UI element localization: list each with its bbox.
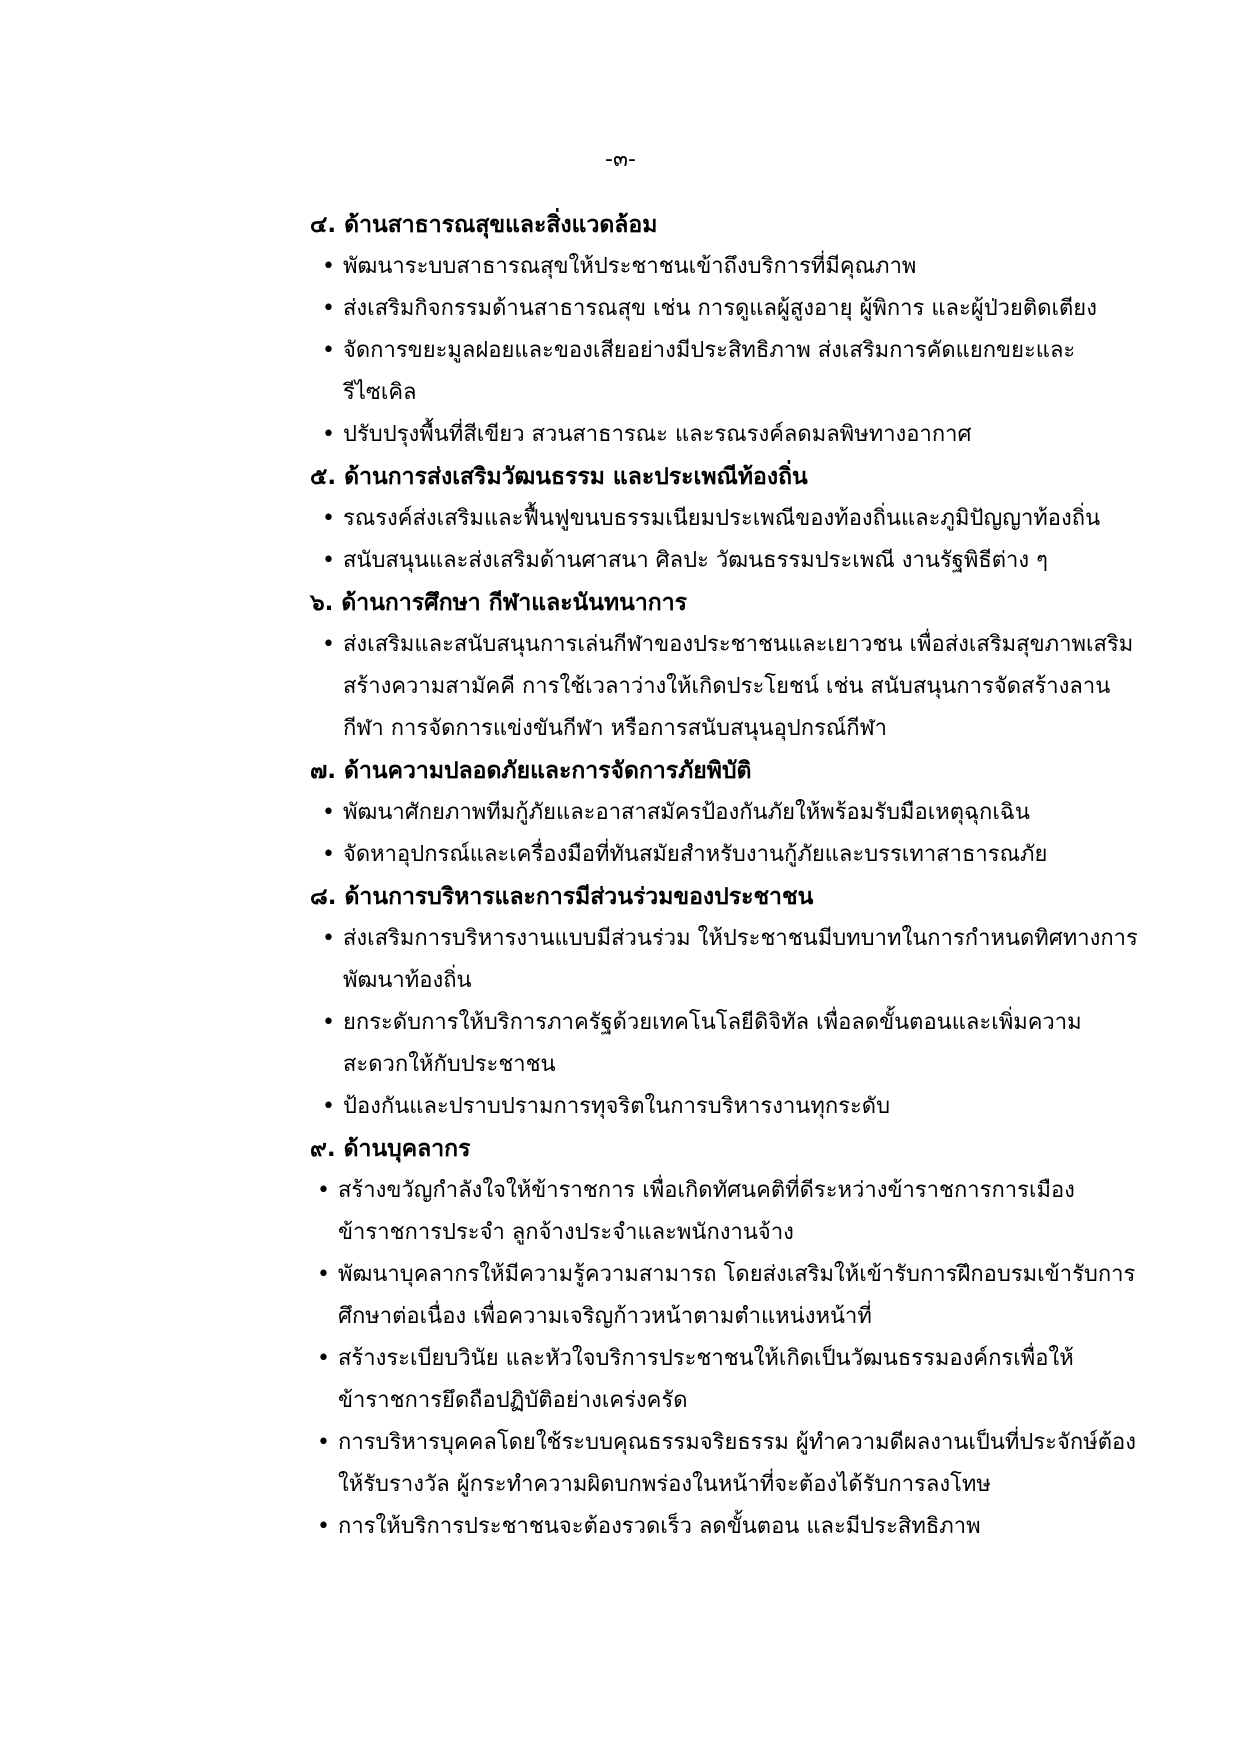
- bullet-list: [310, 498, 1140, 582]
- section-heading: ๗. ด้านความปลอดภัยและการจัดการภัยพิบัติ: [310, 758, 752, 784]
- section-culture: [310, 456, 1140, 582]
- section-safety-disaster: [310, 750, 1140, 876]
- section-heading: ๕. ด้านการส่งเสริมวัฒนธรรม และประเพณีท้องถิ่น: [310, 464, 808, 490]
- bullet-item: • ส่งเสริมการบริหารงานแบบมีส่วนร่วม ให้ประชาชนมีบทบาทในการกำหนดทิศทางการพัฒนาท้องถิ่น: [318, 918, 1140, 1002]
- bullet-list: [310, 792, 1140, 876]
- bullet-list: [310, 918, 1140, 1128]
- bullet-list: [310, 246, 1140, 456]
- bullet-item: • ป้องกันและปราบปรามการทุจริตในการบริหารงานทุกระดับ: [318, 1086, 1140, 1128]
- section-heading: ๔. ด้านสาธารณสุขและสิ่งแวดล้อม: [310, 212, 658, 238]
- bullet-list: [310, 624, 1140, 750]
- bullet-item: • ยกระดับการให้บริการภาครัฐด้วยเทคโนโลยีดิจิทัล เพื่อลดขั้นตอนและเพิ่มความสะดวกให้กับประชาชน: [318, 1002, 1140, 1086]
- section-public-health: [310, 204, 1140, 456]
- bullet-item: • พัฒนาบุคลากรให้มีความรู้ความสามารถ โดยส่งเสริมให้เข้ารับการฝึกอบรมเข้ารับการศึกษาต่อเนื่อง เพื่อความเจริญก้าวหน้าตามตำแหน่งหน้าที่: [313, 1254, 1140, 1338]
- bullet-item: • สร้างขวัญกำลังใจให้ข้าราชการ เพื่อเกิดทัศนคติที่ดีระหว่างข้าราชการการเมืองข้าราชการประจำ ลูกจ้างประจำและพนักงานจ้าง: [313, 1170, 1140, 1254]
- section-heading: ๙. ด้านบุคลากร: [310, 1136, 471, 1162]
- bullet-item: • จัดหาอุปกรณ์และเครื่องมือที่ทันสมัยสำหรับงานกู้ภัยและบรรเทาสาธารณภัย: [318, 834, 1140, 876]
- bullet-item: • พัฒนาศักยภาพทีมกู้ภัยและอาสาสมัครป้องกันภัยให้พร้อมรับมือเหตุฉุกเฉิน: [318, 792, 1140, 834]
- bullet-item: • ส่งเสริมกิจกรรมด้านสาธารณสุข เช่น การดูแลผู้สูงอายุ ผู้พิการ และผู้ป่วยติดเตียง: [318, 288, 1140, 330]
- bullet-item: • ส่งเสริมและสนับสนุนการเล่นกีฬาของประชาชนและเยาวชน เพื่อส่งเสริมสุขภาพเสริมสร้างความสามัคคี การใช้เวลาว่างให้เกิดประโยชน์ เช่น สนับสนุนการจัดสร้างลานกีฬา การจัดการแข่งขันกีฬา หรือการสนับสนุนอุปกรณ์กีฬา: [318, 624, 1140, 750]
- bullet-list: [310, 1170, 1140, 1548]
- bullet-item: • จัดการขยะมูลฝอยและของเสียอย่างมีประสิทธิภาพ ส่งเสริมการคัดแยกขยะและรีไซเคิล: [318, 330, 1140, 414]
- section-administration: [310, 876, 1140, 1128]
- bullet-item: • สนับสนุนและส่งเสริมด้านศาสนา ศิลปะ วัฒนธรรมประเพณี งานรัฐพิธีต่าง ๆ: [318, 540, 1140, 582]
- bullet-item: • ปรับปรุงพื้นที่สีเขียว สวนสาธารณะ และรณรงค์ลดมลพิษทางอากาศ: [318, 414, 1140, 456]
- section-personnel: [310, 1128, 1140, 1548]
- bullet-item: • รณรงค์ส่งเสริมและฟื้นฟูขนบธรรมเนียมประเพณีของท้องถิ่นและภูมิปัญญาท้องถิ่น: [318, 498, 1140, 540]
- section-heading: ๖. ด้านการศึกษา กีฬาและนันทนาการ: [310, 590, 687, 616]
- section-heading: ๘. ด้านการบริหารและการมีส่วนร่วมของประชาชน: [310, 884, 814, 910]
- page-number: -๓-: [605, 147, 636, 172]
- bullet-item: • สร้างระเบียบวินัย และหัวใจบริการประชาชนให้เกิดเป็นวัฒนธรรมองค์กรเพื่อให้ข้าราชการยึดถือปฏิบัติอย่างเคร่งครัด: [313, 1338, 1140, 1422]
- document-body: [310, 204, 1140, 1548]
- bullet-item: • การบริหารบุคคลโดยใช้ระบบคุณธรรมจริยธรรม ผู้ทำความดีผลงานเป็นที่ประจักษ์ต้องให้รับรางวัล ผู้กระทำความผิดบกพร่องในหน้าที่จะต้องได้รับการลงโทษ: [313, 1422, 1140, 1506]
- bullet-item: • พัฒนาระบบสาธารณสุขให้ประชาชนเข้าถึงบริการที่มีคุณภาพ: [318, 246, 1140, 288]
- section-education-sports: [310, 582, 1140, 750]
- bullet-item: • การให้บริการประชาชนจะต้องรวดเร็ว ลดขั้นตอน และมีประสิทธิภาพ: [313, 1506, 1140, 1548]
